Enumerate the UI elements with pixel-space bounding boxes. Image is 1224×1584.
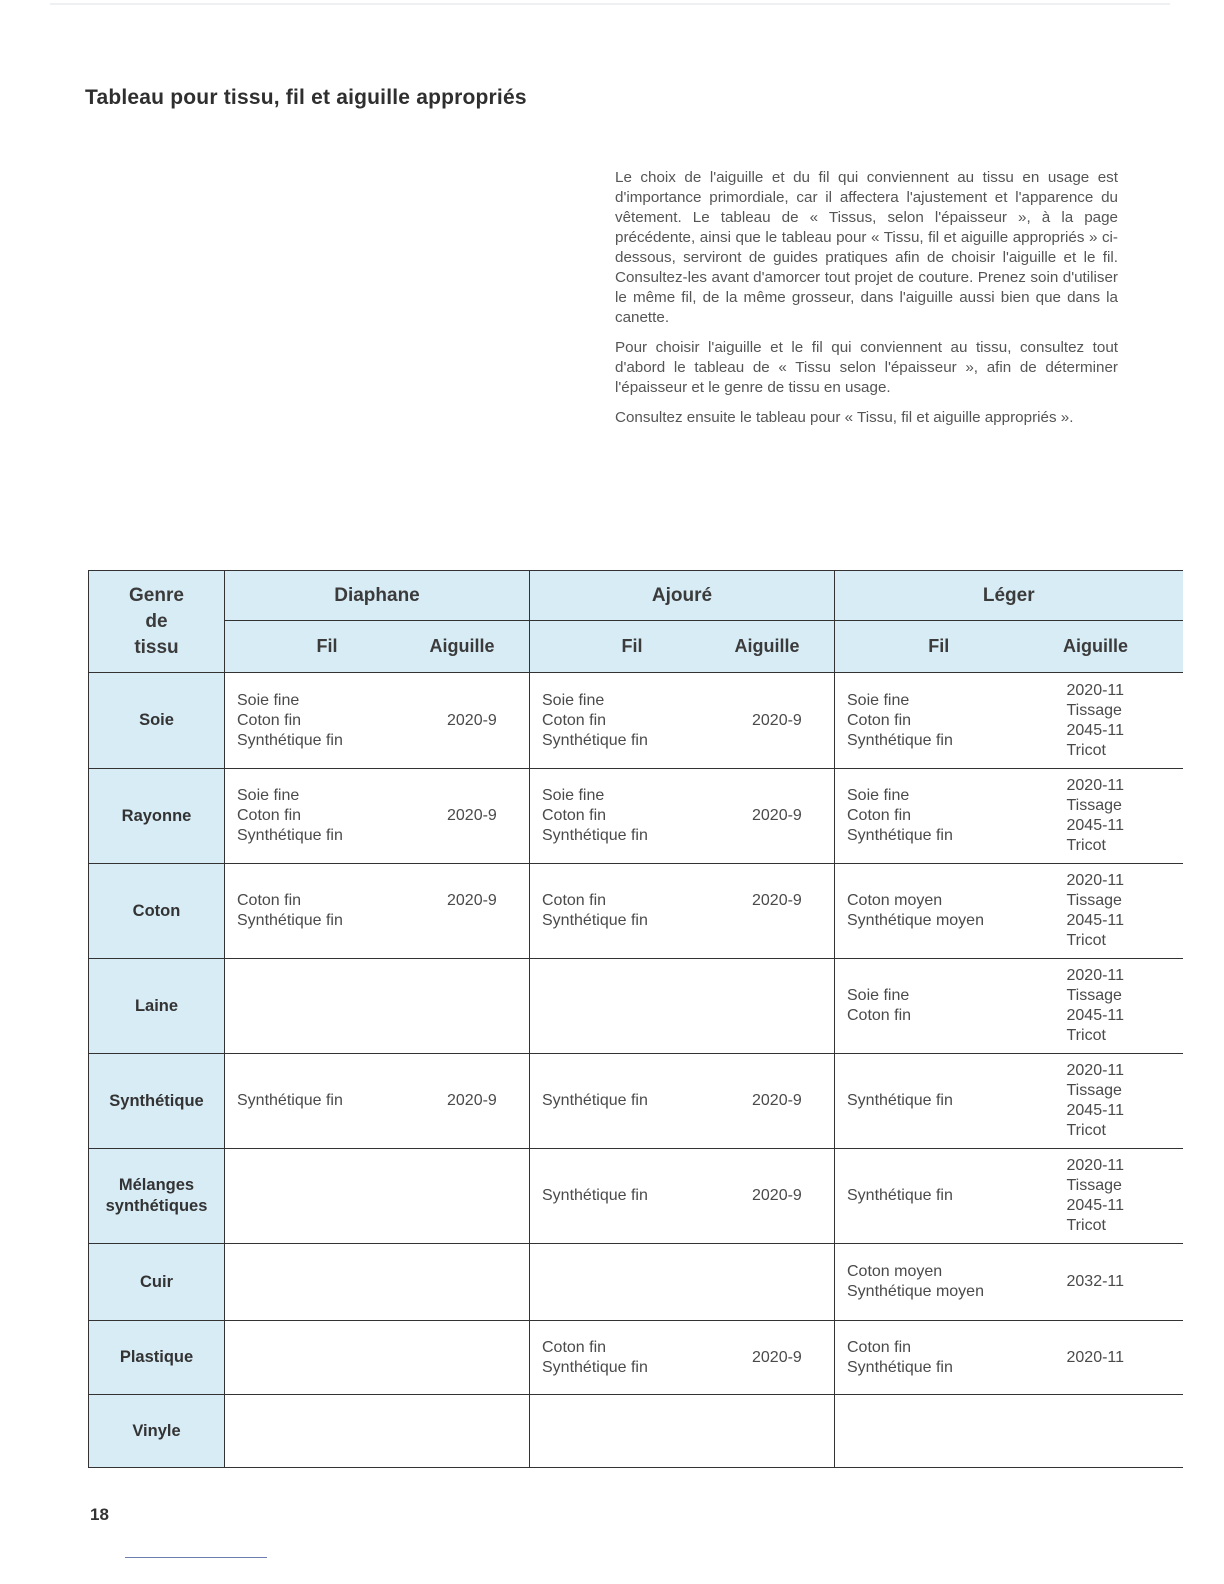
needle-list xyxy=(752,711,822,731)
needle-item: 2020-9 xyxy=(447,807,497,824)
fabric-name-cell xyxy=(89,1054,225,1149)
thread-list xyxy=(847,1186,1067,1206)
fabric-name-line: Mélanges xyxy=(118,1176,195,1194)
needle-item: 2020-11 xyxy=(1066,1348,1125,1366)
needle-item: Tricot xyxy=(1066,837,1106,854)
thread-item: Synthétique moyen xyxy=(847,1283,984,1300)
fabric-name-line: Coton xyxy=(132,901,181,920)
recommendation-cell xyxy=(530,1395,835,1468)
recommendation-cell xyxy=(835,673,1183,769)
thread-item: Synthétique fin xyxy=(847,1358,953,1376)
subheader-fil: Fil xyxy=(316,636,338,656)
thread-item: Coton fin xyxy=(542,892,607,909)
fabric-name-line: Laine xyxy=(134,996,179,1015)
fabric-name-line: Cuir xyxy=(140,1272,173,1291)
fabric-name-line: Vinyle xyxy=(132,1421,181,1440)
thread-item: Soie fine xyxy=(237,691,300,709)
recommendation-cell xyxy=(835,1149,1183,1244)
intro-paragraph-3: Consultez ensuite le tableau pour « Tissu, fil et aiguille appropriés ». xyxy=(615,409,1074,426)
recommendation-cell xyxy=(530,1244,835,1321)
table-body xyxy=(89,673,1183,1468)
subheader-aiguille: Aiguille xyxy=(429,636,495,656)
needle-item: Tissage xyxy=(1066,701,1122,719)
needle-list xyxy=(1067,1348,1143,1368)
thread-item: Coton fin xyxy=(237,711,302,729)
footer-rule xyxy=(125,1557,267,1558)
thread-item: Synthétique fin xyxy=(542,912,648,929)
page-number: 18 xyxy=(90,1505,109,1524)
genre-header-line: tissu xyxy=(134,636,179,658)
group-header-leger: Léger xyxy=(835,571,1183,621)
group-header-ajoure: Ajouré xyxy=(530,571,835,621)
needle-item: 2020-9 xyxy=(752,1187,802,1204)
fabric-name-cell xyxy=(89,1244,225,1321)
thread-list xyxy=(237,786,447,846)
needle-list xyxy=(447,1091,517,1111)
thread-item: Synthétique fin xyxy=(847,827,953,844)
needle-item: 2020-9 xyxy=(447,711,497,729)
fabric-name-cell xyxy=(89,864,225,959)
needle-item: 2020-11 xyxy=(1066,681,1125,699)
thread-list xyxy=(847,1091,1067,1111)
intro-text xyxy=(615,168,1118,438)
subheader-fil: Fil xyxy=(928,636,950,656)
fabric-name-line: Plastique xyxy=(119,1348,194,1366)
recommendation-cell xyxy=(530,769,835,864)
thread-list xyxy=(847,986,1067,1026)
thread-item: Synthétique fin xyxy=(237,912,343,929)
fabric-name-cell xyxy=(89,769,225,864)
thread-item: Synthétique moyen xyxy=(847,912,984,929)
thread-item: Soie fine xyxy=(237,787,300,804)
thread-item: Synthétique fin xyxy=(542,1092,648,1109)
thread-item: Synthétique fin xyxy=(847,1187,953,1204)
needle-item: 2045-11 xyxy=(1066,912,1125,929)
recommendation-cell xyxy=(530,959,835,1054)
thread-list xyxy=(847,786,1067,846)
fabric-thread-needle-table xyxy=(88,570,1183,1468)
intro-paragraph-2: Pour choisir l'aiguille et le fil qui conviennent au tissu, consultez tout d'abord le tableau de « Tissu selon l'épaisseur », afin de déterminer l'épaisseur et le genre de tissu en usage. xyxy=(615,339,1118,396)
needle-list xyxy=(1067,681,1143,761)
needle-item: 2045-11 xyxy=(1066,1197,1125,1214)
recommendation-cell xyxy=(225,1321,530,1395)
thread-item: Coton moyen xyxy=(847,892,943,909)
fabric-name-cell xyxy=(89,959,225,1054)
recommendation-cell xyxy=(225,1054,530,1149)
recommendation-cell xyxy=(835,864,1183,959)
recommendation-cell xyxy=(225,1149,530,1244)
needle-item: Tricot xyxy=(1066,932,1106,949)
thread-item: Soie fine xyxy=(847,691,910,709)
needle-item: Tissage xyxy=(1066,797,1122,814)
recommendation-cell xyxy=(835,1244,1183,1321)
recommendation-cell xyxy=(835,959,1183,1054)
thread-item: Coton fin xyxy=(542,1338,607,1356)
fabric-name-cell xyxy=(89,1395,225,1468)
recommendation-cell xyxy=(530,673,835,769)
recommendation-cell xyxy=(225,769,530,864)
fabric-name-cell xyxy=(89,1321,225,1395)
table-row xyxy=(89,1054,1183,1149)
subheader-ajoure xyxy=(530,621,835,673)
thread-item: Soie fine xyxy=(847,987,910,1004)
recommendation-cell xyxy=(835,769,1183,864)
fabric-name-line: synthétiques xyxy=(105,1197,208,1215)
thread-list xyxy=(542,891,752,931)
genre-header-line: Genre xyxy=(129,584,184,606)
table-row xyxy=(89,959,1183,1054)
thread-item: Coton fin xyxy=(542,711,607,729)
thread-item: Synthétique fin xyxy=(542,827,648,844)
thread-item: Synthétique fin xyxy=(542,731,648,749)
needle-list xyxy=(752,806,822,826)
needle-list xyxy=(1067,966,1143,1046)
thread-list xyxy=(237,1091,447,1111)
recommendation-cell xyxy=(530,1321,835,1395)
subheader-leger xyxy=(835,621,1183,673)
thread-item: Soie fine xyxy=(847,787,910,804)
needle-item: 2020-9 xyxy=(447,892,497,909)
recommendation-cell xyxy=(225,673,530,769)
table-row xyxy=(89,1395,1183,1468)
recommendation-cell xyxy=(835,1321,1183,1395)
needle-item: 2020-11 xyxy=(1066,1062,1125,1079)
thread-list xyxy=(847,891,1067,931)
thread-item: Coton fin xyxy=(237,892,302,909)
table-row xyxy=(89,769,1183,864)
needle-item: Tricot xyxy=(1066,741,1106,759)
recommendation-cell xyxy=(530,1149,835,1244)
group-header-diaphane: Diaphane xyxy=(225,571,530,621)
needle-item: 2020-9 xyxy=(752,1348,802,1366)
needle-item: Tricot xyxy=(1066,1122,1106,1139)
thread-item: Synthétique fin xyxy=(542,1187,648,1204)
table-row xyxy=(89,1244,1183,1321)
thread-item: Coton fin xyxy=(847,1007,912,1024)
thread-list xyxy=(237,891,447,931)
needle-item: 2020-11 xyxy=(1066,1157,1125,1174)
needle-item: 2020-9 xyxy=(447,1092,497,1109)
thread-list xyxy=(542,1338,752,1378)
needle-list xyxy=(752,1348,822,1368)
table-row xyxy=(89,1149,1183,1244)
needle-item: 2020-11 xyxy=(1066,872,1125,889)
needle-list xyxy=(752,1186,822,1206)
needle-list xyxy=(1067,1272,1143,1292)
needle-item: Tissage xyxy=(1066,1177,1122,1194)
subheader-aiguille: Aiguille xyxy=(734,636,800,656)
needle-item: 2045-11 xyxy=(1066,1007,1125,1024)
top-edge-rule xyxy=(50,3,1170,5)
thread-item: Coton moyen xyxy=(847,1263,943,1280)
needle-item: Tricot xyxy=(1066,1217,1106,1234)
fabric-name-cell xyxy=(89,1149,225,1244)
needle-item: 2020-11 xyxy=(1066,777,1125,794)
thread-list xyxy=(847,1262,1067,1302)
thread-list xyxy=(542,786,752,846)
needle-list xyxy=(1067,776,1143,856)
fabric-name-cell xyxy=(89,673,225,769)
genre-header xyxy=(89,571,225,673)
needle-item: Tricot xyxy=(1066,1027,1106,1044)
thread-list xyxy=(542,1186,752,1206)
thread-item: Soie fine xyxy=(542,787,605,804)
subheader-diaphane xyxy=(225,621,530,673)
needle-list xyxy=(1067,1156,1143,1236)
needle-item: 2020-9 xyxy=(752,892,802,909)
thread-item: Coton fin xyxy=(542,807,607,824)
recommendation-cell xyxy=(530,1054,835,1149)
thread-item: Coton fin xyxy=(847,711,912,729)
needle-item: 2032-11 xyxy=(1066,1273,1125,1290)
needle-list xyxy=(447,711,517,731)
subheader-aiguille: Aiguille xyxy=(1062,636,1128,656)
thread-item: Synthétique fin xyxy=(542,1358,648,1376)
needle-item: Tissage xyxy=(1066,892,1122,909)
recommendation-cell xyxy=(225,1244,530,1321)
needle-list xyxy=(752,1091,822,1111)
recommendation-cell xyxy=(225,864,530,959)
needle-list xyxy=(447,806,517,826)
intro-paragraph-1: Le choix de l'aiguille et du fil qui conviennent au tissu en usage est d'importance primordiale, car il affectera l'ajustement et l'apparence du vêtement. Le tableau de « Tissus, selon l'épaisseur », à la page précédente, ainsi que le tableau pour « Tissu, fil et aiguille appropriés » ci-dessous, serviront de guides pratiques afin de choisir l'aiguille et le fil. Consultez-les avant d'amorcer tout projet de couture. Prenez soin d'utiliser le même fil, de la même grosseur, dans l'aiguille aussi bien que dans la canette. xyxy=(615,169,1118,326)
thread-list xyxy=(847,691,1067,751)
needle-item: 2020-11 xyxy=(1066,967,1125,984)
needle-item: Tissage xyxy=(1066,1082,1122,1099)
needle-item: 2045-11 xyxy=(1066,817,1125,834)
thread-list xyxy=(847,1338,1067,1378)
needle-item: 2020-9 xyxy=(752,711,802,729)
needle-item: 2045-11 xyxy=(1066,1102,1125,1119)
table-row xyxy=(89,673,1183,769)
needle-item: Tissage xyxy=(1066,987,1122,1004)
recommendation-cell xyxy=(835,1054,1183,1149)
page-title: Tableau pour tissu, fil et aiguille appropriés xyxy=(85,86,527,109)
thread-item: Synthétique fin xyxy=(847,1092,953,1109)
fabric-name-line: Soie xyxy=(139,711,174,729)
thread-list xyxy=(542,1091,752,1111)
subheader-fil: Fil xyxy=(621,636,643,656)
thread-item: Synthétique fin xyxy=(237,827,343,844)
needle-list xyxy=(752,891,822,911)
recommendation-cell xyxy=(225,1395,530,1468)
thread-item: Synthétique fin xyxy=(847,731,953,749)
genre-header-line: de xyxy=(145,610,168,632)
recommendation-cell xyxy=(225,959,530,1054)
thread-item: Coton fin xyxy=(847,1338,912,1356)
thread-item: Soie fine xyxy=(542,691,605,709)
recommendation-cell xyxy=(835,1395,1183,1468)
table-row xyxy=(89,864,1183,959)
thread-item: Synthétique fin xyxy=(237,1092,343,1109)
thread-item: Coton fin xyxy=(237,807,302,824)
recommendation-cell xyxy=(530,864,835,959)
thread-list xyxy=(542,691,752,751)
needle-item: 2020-9 xyxy=(752,1092,802,1109)
needle-list xyxy=(447,891,517,911)
table-row xyxy=(89,1321,1183,1395)
needle-list xyxy=(1067,1061,1143,1141)
thread-item: Coton fin xyxy=(847,807,912,824)
fabric-name-line: Rayonne xyxy=(121,806,192,825)
needle-item: 2020-9 xyxy=(752,807,802,824)
thread-item: Synthétique fin xyxy=(237,731,343,749)
needle-list xyxy=(1067,871,1143,951)
fabric-name-line: Synthétique xyxy=(109,1091,204,1110)
thread-list xyxy=(237,691,447,751)
needle-item: 2045-11 xyxy=(1066,721,1125,739)
